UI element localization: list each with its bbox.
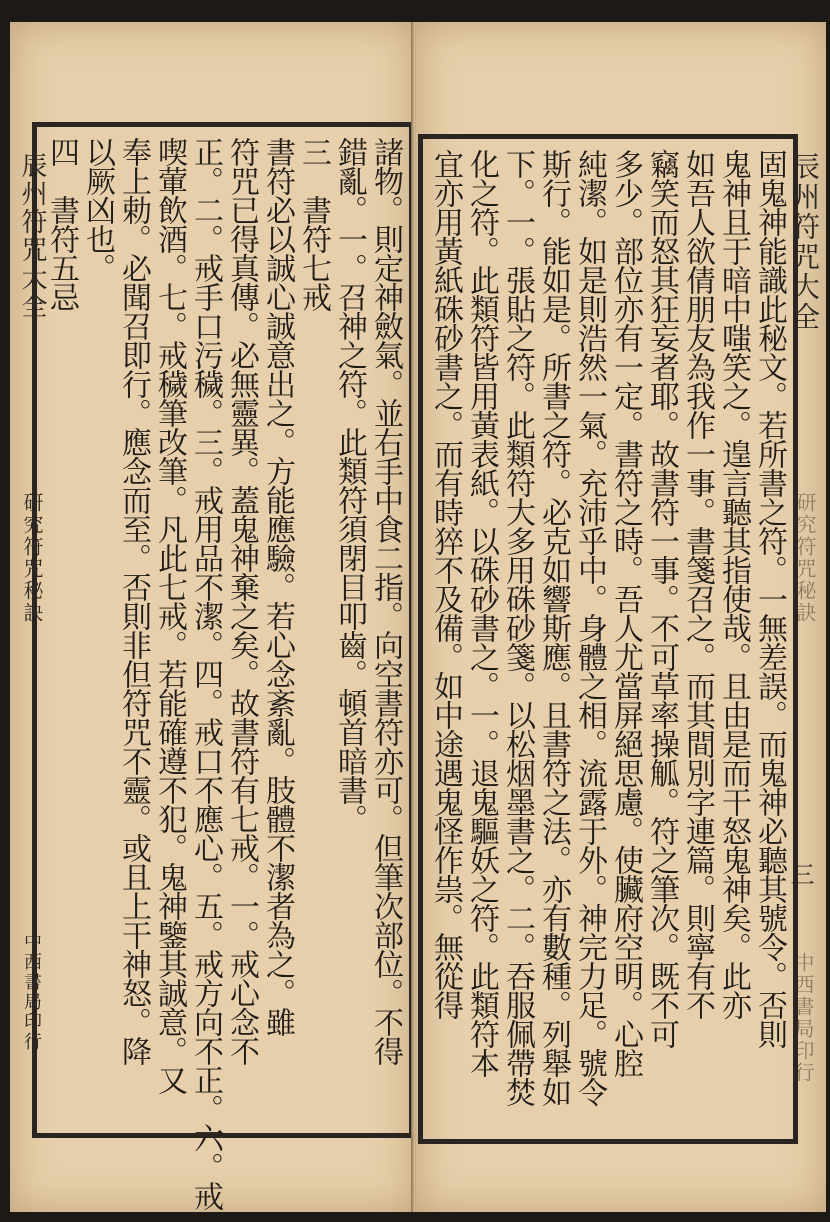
right-text-frame	[418, 134, 798, 1144]
left-page	[10, 22, 414, 1212]
text-column: 喫葷飲酒。七。戒穢筆改筆。凡此七戒。若能確遵不犯。鬼神鑒其誠意。又	[152, 137, 187, 1094]
text-column: 奉上勅。必聞召即行。應念而至。否則非但符咒不靈。或且上干神怒。降	[116, 137, 151, 1065]
text-column: 諸物。則定神斂氣。並右手中食二指。向空書符亦可。但筆次部位。不得	[368, 137, 403, 1065]
text-column: 正。二。戒手口污穢。三。戒用品不潔。四。戒口不應心。五。戒方向不正。六。戒	[188, 137, 223, 1210]
publisher-left: 中西書局印行	[21, 932, 42, 1052]
text-column: 鬼神且于暗中嗤笑之。遑言聽其指使哉。且由是而干怒鬼神矣。此亦	[716, 149, 751, 1019]
text-column: 固鬼神能識此秘文。若所書之符。一無差誤。而鬼神必聽其號令。否則	[752, 149, 787, 1048]
text-column: 多少。部位亦有一定。書符之時。吾人尤當屏絕思慮。使臟府空明。心腔	[608, 149, 643, 1077]
section-heading-four: 四 書符五忌	[44, 137, 79, 311]
right-page	[416, 22, 826, 1212]
left-text-frame	[32, 122, 414, 1210]
section-heading-three: 三 書符七戒	[296, 137, 331, 311]
text-column: 斯行。能如是。所書之符。必克如響斯應。且書符之法。亦有數種。列舉如	[536, 149, 571, 1106]
text-column: 以厥凶也。	[80, 137, 115, 282]
text-column: 如吾人欲倩朋友為我作一事。書箋召之。而其間別字連篇。則寧有不	[680, 149, 715, 1019]
page-number: 三	[786, 862, 814, 888]
text-column: 竊笑而怒其狂妄者耶。故書符一事。不可草率操觚。符之筆次。既不可	[644, 149, 679, 1048]
text-column: 宜亦用黃紙硃砂書之。而有時猝不及備。如中途遇鬼怪作祟。無從得	[428, 149, 463, 1019]
text-column: 純潔。如是則浩然一氣。充沛乎中。身體之相。流露于外。神完力足。號令	[572, 149, 607, 1106]
text-column: 化之符。此類符皆用黃表紙。以硃砂書之。一。退鬼驅妖之符。此類符本	[464, 149, 499, 1077]
publisher-right: 中西書局印行	[791, 952, 815, 1084]
text-column: 書符必以誠心誠意出之。方能應驗。若心念紊亂。肢體不潔者為之。雖	[260, 137, 295, 1036]
section-title-right: 研究符咒秘訣	[793, 492, 817, 624]
left-text-block	[43, 137, 403, 1210]
section-title-left: 研究符咒秘訣	[20, 492, 44, 624]
running-title-left: 辰州符咒大全	[17, 152, 47, 320]
running-title-right: 辰州符咒大全	[788, 152, 821, 332]
text-column: 下。一。張貼之符。此類符大多用硃砂箋。以松烟墨書之。二。吞服佩帶焚	[500, 149, 535, 1106]
text-column: 符咒已得真傳。必無靈異。蓋鬼神棄之矣。故書符有七戒。一。戒心念不	[224, 137, 259, 1065]
right-text-block	[429, 149, 787, 1129]
text-column: 錯亂。一。召神之符。此類符須閉目叩齒。頓首暗書。	[332, 137, 367, 833]
